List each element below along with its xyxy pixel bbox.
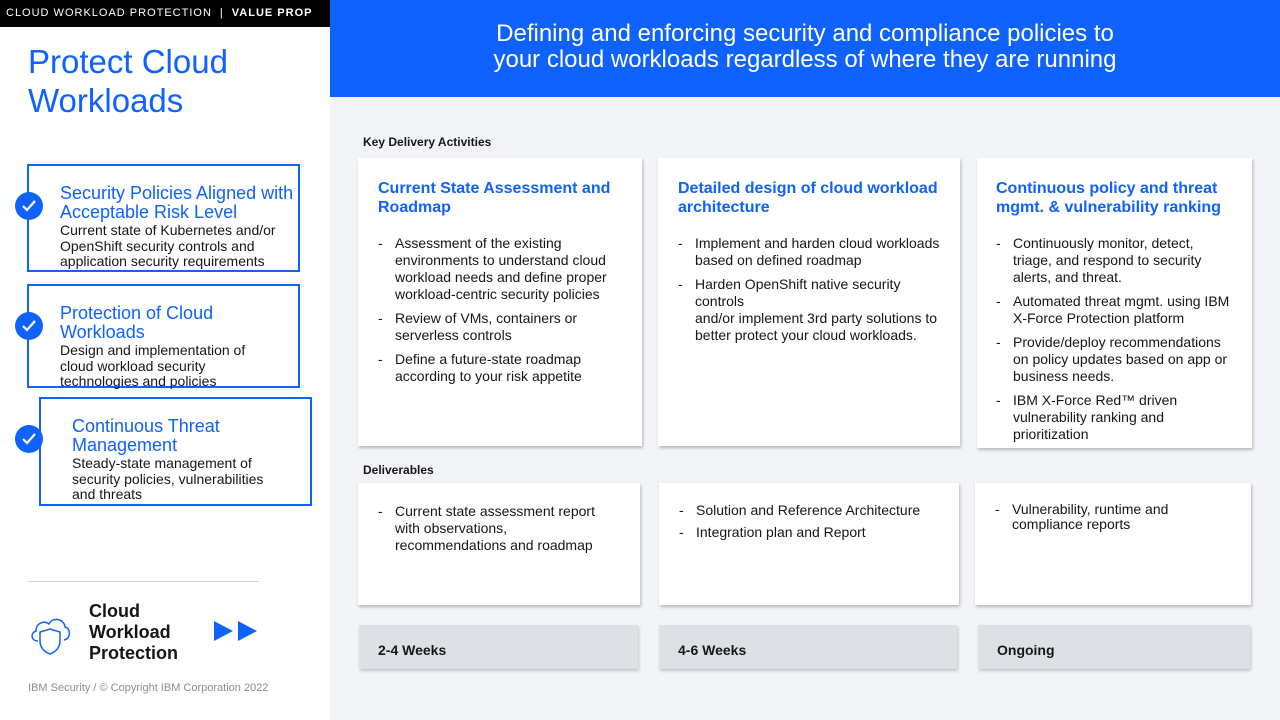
check-icon (15, 425, 43, 453)
list-item-line: and/or implement 3rd party solutions to (695, 310, 938, 326)
top-bar (0, 0, 330, 27)
deliverable-list (995, 502, 1231, 532)
pillar-description: Design and implementation of cloud workload security technologies and policies (60, 342, 246, 389)
activity-title: Detailed design of cloud workload architecture (678, 180, 938, 216)
deliverable-card (358, 483, 640, 605)
pillar-description: Current state of Kubernetes and/or OpenShift security controls and application security requirements (60, 222, 276, 269)
copyright: IBM Security / © Copyright IBM Corporation 2022 (28, 682, 269, 694)
deliverable-list (679, 502, 939, 541)
list-item: - IBM X-Force Red™ driven vulnerability ranking and prioritization (996, 392, 1234, 443)
list-item: - Solution and Reference Architecture (679, 502, 939, 519)
activity-card (977, 158, 1252, 448)
list-item: - Assessment of the existing environments to understand cloud workload needs and define proper workload-centric security policies (378, 235, 622, 303)
list-item: - Integration plan and Report (679, 524, 939, 541)
topbar-section: CLOUD WORKLOAD PROTECTION (6, 7, 212, 19)
pillar-card (27, 284, 300, 388)
duration-label: 4-6 Weeks (659, 625, 957, 669)
header-banner (330, 0, 1280, 97)
play-forward-icon (213, 620, 259, 642)
pillar-title: Continuous Threat Management (72, 416, 220, 455)
list-item: - Current state assessment report with observations, recommendations and roadmap (378, 503, 620, 554)
pillar-card (27, 164, 300, 272)
activity-list (996, 235, 1234, 443)
activity-card (658, 158, 960, 446)
check-icon (15, 192, 43, 220)
topbar-label: VALUE PROP (231, 7, 313, 19)
list-item: - Review of VMs, containers or serverless controls (378, 310, 622, 344)
list-item-line: better protect your cloud workloads. (695, 327, 917, 343)
deliverable-card (659, 483, 959, 605)
activity-title: Current State Assessment and Roadmap (378, 180, 611, 216)
left-panel (0, 0, 330, 720)
header-line: your cloud workloads regardless of where they are running (493, 46, 1117, 73)
divider (28, 581, 259, 582)
page-title: Protect Cloud Workloads (28, 43, 228, 119)
section-label-deliverables: Deliverables (363, 463, 434, 477)
deliverable-card (975, 483, 1251, 605)
list-item: - Provide/deploy recommendations on policy updates based on app or business needs. (996, 334, 1234, 385)
duration-label: Ongoing (978, 625, 1250, 669)
cloud-shield-icon (28, 611, 72, 657)
header-line: Defining and enforcing security and compliance policies to (496, 20, 1114, 47)
list-item: - Automated threat mgmt. using IBM X-Force Protection platform (996, 293, 1234, 327)
list-item: - Define a future-state roadmap according to your risk appetite (378, 351, 622, 385)
duration-label: 2-4 Weeks (359, 625, 638, 669)
list-item-line: - Harden OpenShift native security controls (695, 276, 901, 309)
list-item: - Vulnerability, runtime and compliance reports (995, 502, 1185, 532)
list-item: - Continuously monitor, detect, triage, and respond to security alerts, and threat. (996, 235, 1234, 286)
section-label-activities: Key Delivery Activities (363, 135, 492, 149)
brand-name: Cloud Workload Protection (89, 601, 179, 663)
activity-list (378, 235, 622, 385)
deliverable-list (378, 503, 620, 554)
pillar-description: Steady-state management of security policies, vulnerabilities and threats (72, 455, 264, 502)
list-item (678, 276, 940, 344)
activity-list (678, 235, 940, 344)
activity-card (358, 158, 642, 446)
pillar-title: Security Policies Aligned with Acceptable Risk Level (60, 183, 294, 222)
list-item: - Implement and harden cloud workloads based on defined roadmap (678, 235, 940, 269)
pillar-title: Protection of Cloud Workloads (60, 303, 214, 342)
check-icon (15, 312, 43, 340)
activity-title: Continuous policy and threat mgmt. & vulnerability ranking (996, 180, 1221, 216)
pillar-card (39, 397, 312, 506)
header-text (330, 21, 1280, 73)
topbar-separator: | (219, 7, 224, 19)
